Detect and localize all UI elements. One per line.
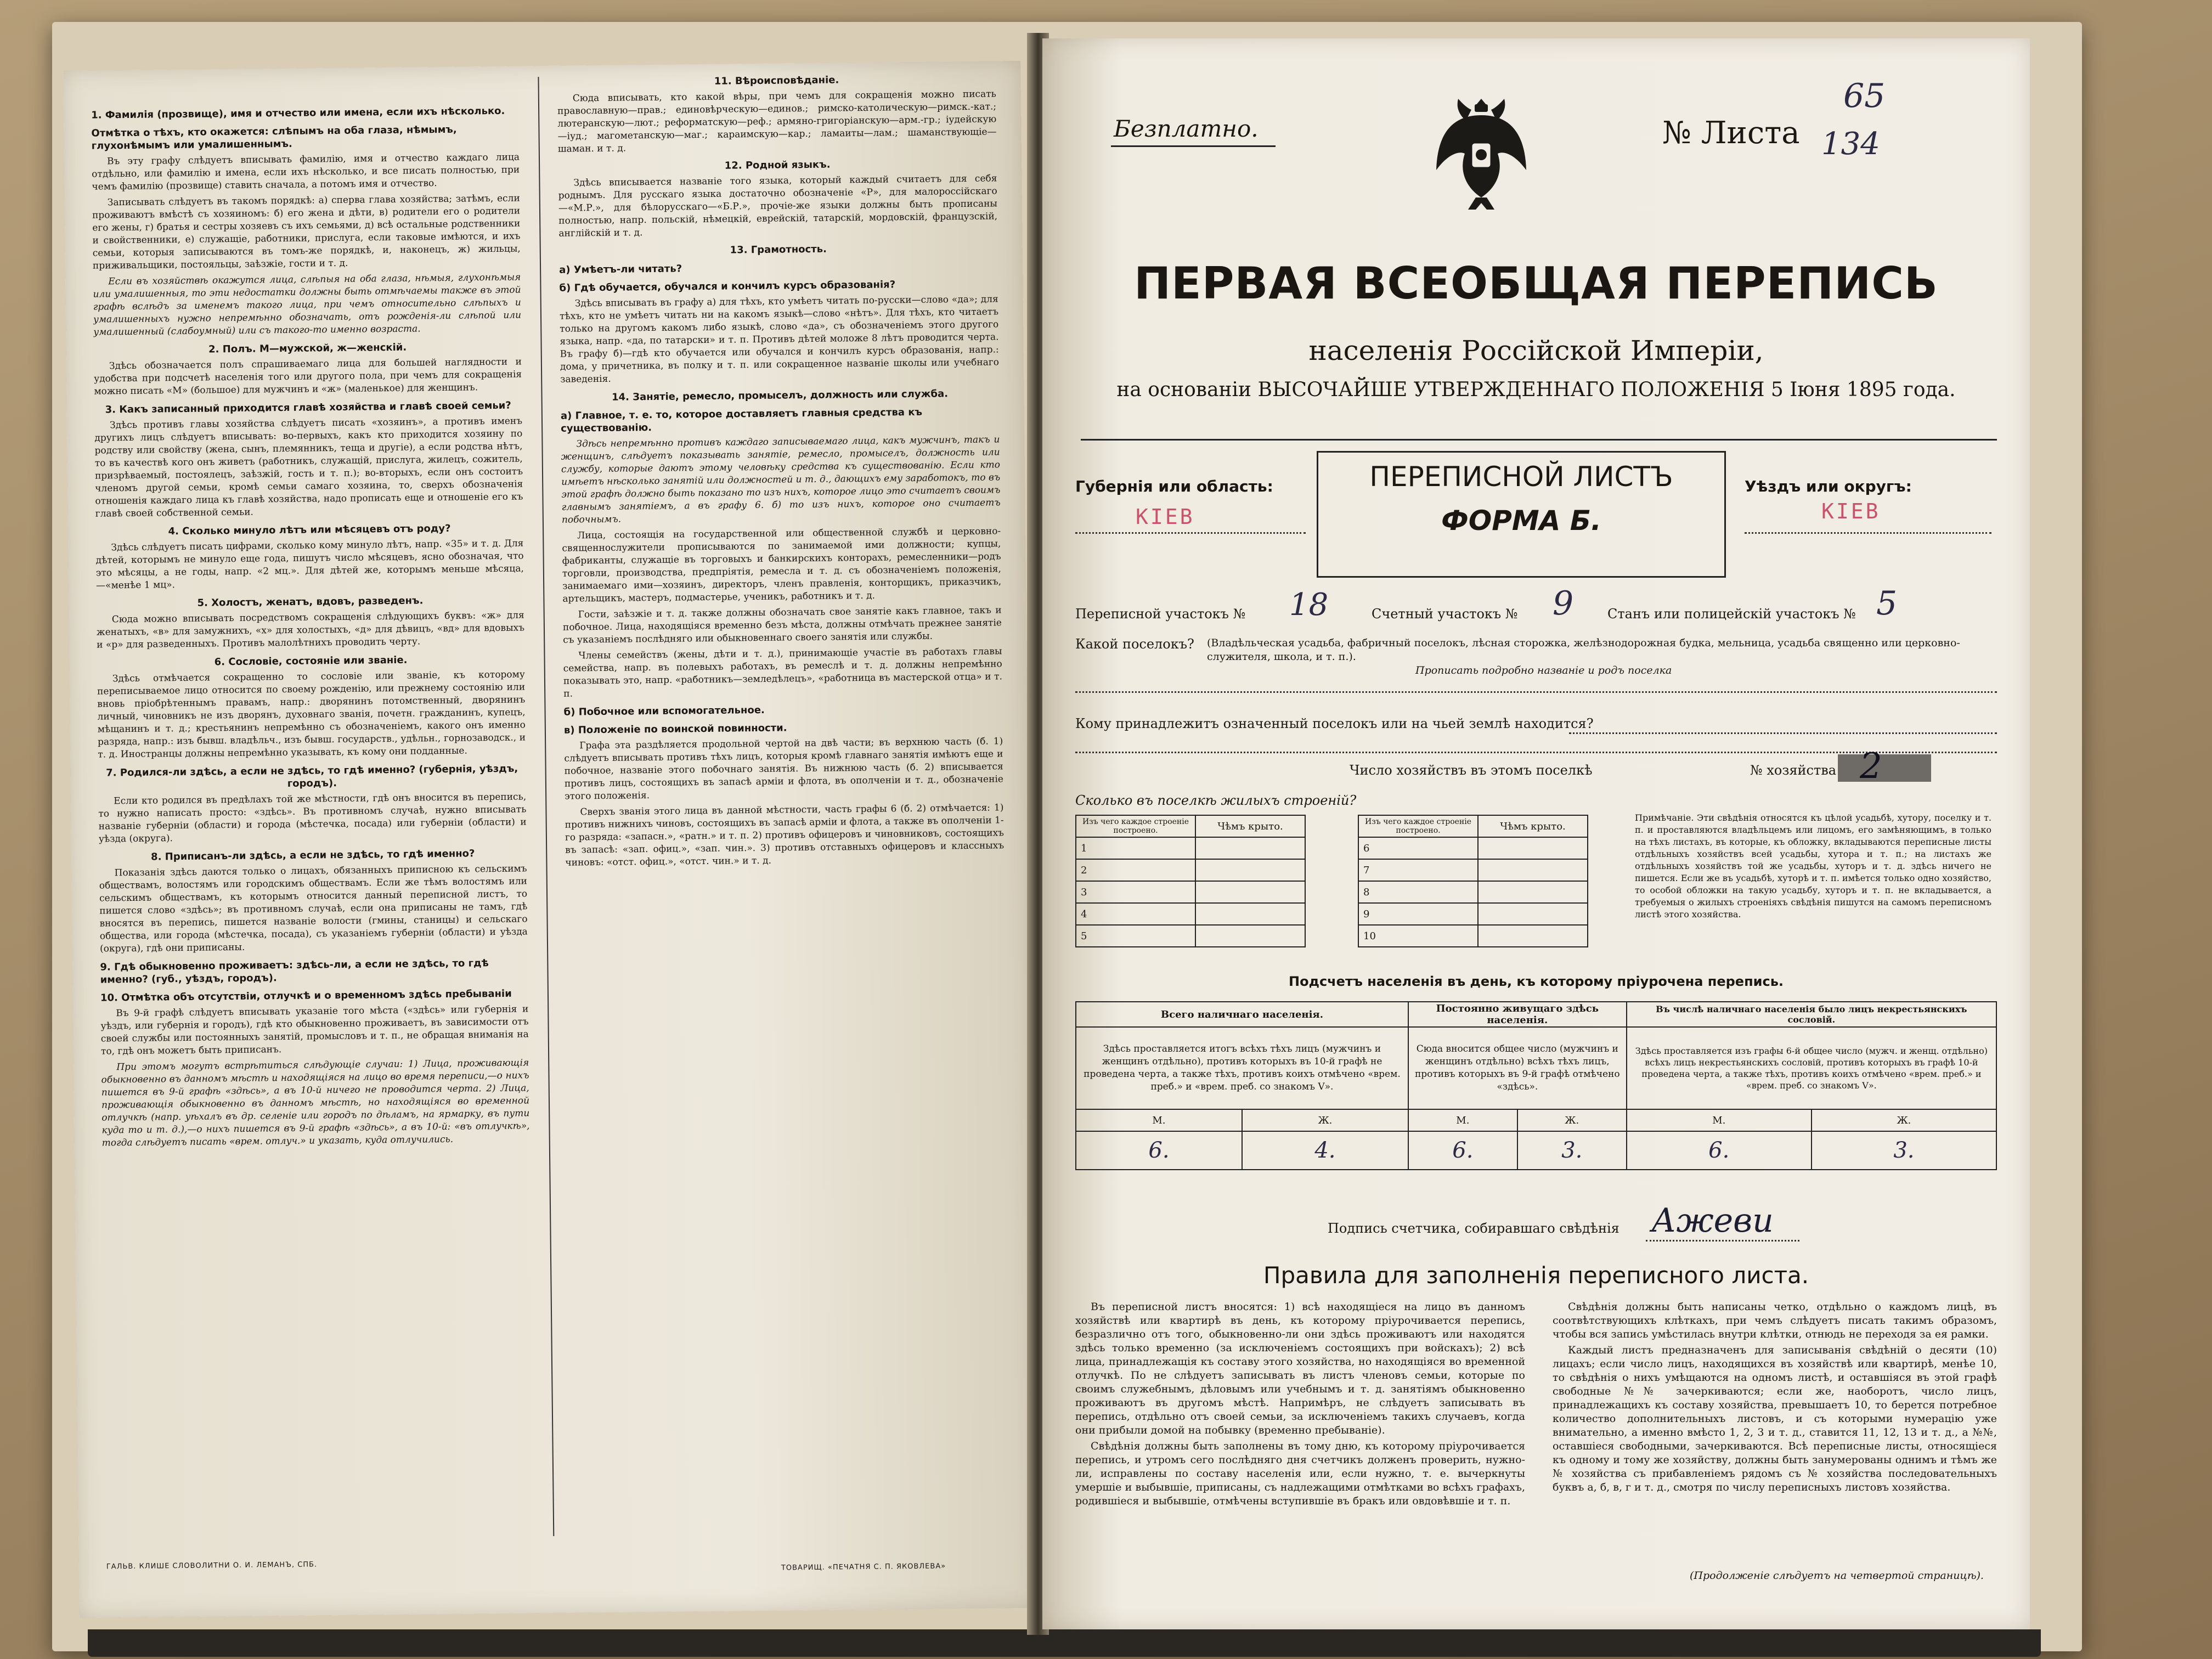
dotted-line [1075, 752, 1997, 753]
paragraph: Записывать слѣдуетъ въ такомъ порядкѣ: а) сперва глава хозяйства; затѣмъ, если проживаютъ вмѣстѣ съ хозяиномъ: б) его жена и дѣти, в) родители его о родители его жены, г) братья и сестры хозяевъ съ ихъ семьями, д) всѣ остальные родственники и свойственники, е) служащіе, работники, прислуга, если таковые имѣются, и ихъ семьи, которыя записываются въ томъ-же порядкѣ, и, наконецъ, ж) жильцы, приживальщики, постояльцы, заѣзжіе, гости и т. д. [92, 193, 521, 272]
section-8-heading: 8. Приписанъ-ли здѣсь, а если не здѣсь, то гдѣ именно? [151, 848, 475, 863]
buildings-row-5: 5 [1076, 925, 1195, 947]
household-number-label: № хозяйства [1750, 763, 1837, 778]
sheet-number-handwritten-bottom: 134 [1821, 126, 1880, 162]
book-cover-edge [88, 1629, 2041, 1657]
paragraph: Здѣсь противъ главы хозяйства слѣдуетъ писать «хозяинъ», а противъ именъ другихъ лицъ слѣдуетъ вписывать: во-первыхъ, какъ кто приходится хозяину по родству или свойству (жена, сынъ, племянникъ, теща и другіе), а если родства нѣтъ, то въ качествѣ кого онъ живетъ (работникъ, служащій, прислуга, жилецъ, сожитель, призрѣваемый, постоялецъ, заѣзжій, гость и т. п.); во-вторыхъ, если онъ состоитъ членомъ другой семьи, кромѣ семьи самаго хозяина, то, сверхъ обозначенія отношенія каждаго лица къ главѣ хозяйства, надо прописать еще и отношеніе его къ главѣ своей собственной семьи. [94, 415, 523, 520]
section-1-note: Отмѣтка о тѣхъ, кто окажется: слѣпымъ на оба глаза, нѣмымъ, глухонѣмымъ или умалишеннымъ. [91, 123, 457, 152]
buildings-row-7: 7 [1358, 859, 1478, 881]
permanent-population-header: Постоянно живущаго здѣсь населенія. [1408, 1002, 1627, 1027]
female-label: Ж. [1517, 1109, 1627, 1131]
rules-column-right [1553, 1300, 1997, 1564]
section-10-heading: 10. Отмѣтка объ отсутствіи, отлучкѣ и о временномъ здѣсь пребываніи [100, 988, 512, 1004]
female-label: Ж. [1812, 1109, 1996, 1131]
settlement-label: Какой поселокъ? [1075, 636, 1194, 652]
buildings-table-right [1358, 815, 1588, 947]
printer-imprint-right: ТОВАРИЩ. «ПЕЧАТНЯ С. П. ЯКОВЛЕВА» [781, 1562, 946, 1572]
section-12-heading: 12. Родной языкъ. [724, 159, 831, 172]
enumerator-signature-label: Подпись счетчика, собиравшаго свѣдѣнія [1328, 1221, 1620, 1236]
section-14-heading: 14. Занятіе, ремесло, промыселъ, должность или служба. [611, 388, 949, 403]
uezd-stamp: КІЕВ [1821, 499, 1881, 523]
enumerator-signature: Ажеви [1651, 1201, 1774, 1240]
male-label: М. [1408, 1109, 1517, 1131]
document-basis: на основаніи ВЫСОЧАЙШЕ УТВЕРЖДЕННАГО ПОЛОЖЕНІЯ 5 Іюня 1895 года. [1116, 379, 1956, 401]
paragraph: Лица, состоящія на государственной или общественной службѣ и церковно-священнослужители прописываются по занимаемой ими должности; купцы, фабриканты, служащіе въ торговыхъ и банкирскихъ конторахъ, ремесленники—родъ торговли, производства, предпріятія, ремесла и т. д. съ обозначеніемъ положенія, занимаемаго ими—хозяинъ, директоръ, членъ правленія, конторщикъ, приказчикъ, артельщикъ, мастеръ, подмастерье, ученикъ, работникъ и т. д. [562, 526, 1002, 605]
owner-label: Кому принадлежитъ означенный поселокъ или на чьей землѣ находится? [1075, 716, 1594, 731]
section-1-heading: 1. Фамилія (прозвище), имя и отчество или имена, если ихъ нѣсколько. [91, 105, 505, 121]
male-label: М. [1076, 1109, 1242, 1131]
paragraph: Здѣсь вписывать въ графу а) для тѣхъ, кто умѣетъ читать по-русски—слово «да»; для тѣхъ, кто не умѣетъ читать ни на какомъ языкѣ—слово «нѣтъ». Для тѣхъ, кто читаетъ только на другомъ какомъ либо языкѣ, слово «да», съ обозначеніемъ этого другого языка, напр. «да, по татарски» и т. п. Противъ дѣтей моложе 8 лѣтъ проводится черта. Въ графу б)—гдѣ кто обучается или обучался и кончилъ курсъ образованія, напр.: дома, у причетника, въ полку и т. п. или сокращенное названіе школы или учебнаго заведенія. [559, 294, 1000, 385]
section-13a-heading: а) Умѣетъ-ли читать? [559, 263, 682, 276]
buildings-question: Сколько въ поселкѣ жилыхъ строеній? [1075, 793, 1357, 808]
counting-district-value: 9 [1553, 584, 1574, 623]
gubernia-label: Губернія или область: [1075, 477, 1273, 495]
buildings-row-6: 6 [1358, 837, 1478, 859]
permanent-population-description: Сюда вносится общее число (мужчинъ и женщинъ отдѣльно) всѣхъ тѣхъ лицъ, противъ которыхъ въ 9-й графѣ отмѣчено «здѣсь». [1408, 1027, 1627, 1109]
section-13-heading: 13. Грамотность. [730, 243, 827, 256]
paragraph: Въ 9-й графѣ слѣдуетъ вписывать указаніе того мѣста («здѣсь» или губернія и уѣздъ, или губернія и городъ), гдѣ кто обыкновенно проживаетъ, въ зависимости отъ своей службы или постоянныхъ занятій, промысловъ и т. п., не обращая вниманія на то, гдѣ онъ можетъ быть приписанъ. [100, 1003, 529, 1057]
noncrown-female-value: 3. [1812, 1131, 1996, 1170]
printer-imprint-left: ГАЛЬВ. КЛИШЕ СЛОВОЛИТНИ О. И. ЛЕМАНЪ, СПБ. [106, 1560, 318, 1571]
paragraph: Показанія здѣсь даются только о лицахъ, обязанныхъ приписною къ сельскимъ обществамъ, волостямъ или городскимъ обществамъ. Если же тѣмъ волостямъ или сельскимъ обществамъ, къ которымъ относится данный переписной листъ, то пишется слово «здѣсь»; въ противномъ случаѣ, если она приписаны не тамъ, гдѣ вносятся въ перепись, пишется названіе волости (гмины, станицы) и сельскаго общества, или города (мѣстечка, посада), съ указаніемъ губерніи (области) и уѣзда (округа), гдѣ они приписаны. [99, 863, 528, 955]
buildings-note: Примѣчаніе. Эти свѣдѣнія относятся къ цѣлой усадьбѣ, хутору, поселку и т. п. и проставляются владѣльцемъ или лицомъ, его замѣняющимъ, в только на тѣхъ листахъ, въ которые, къ обложку, вкладываются переписные листы отдѣльныхъ хозяйствъ всей усадьбы, хутора и т. п.; на листахъ же отдѣльныхъ хозяйствъ той же усадьбы, хуторъ и т. д. здѣсь ничего не пишется. Если же въ усадьбѣ, хуторѣ и т. п. имѣется только одно хозяйство, то особой обложки на такую усадьбу, хуторъ и т. п. не вкладывается, а требуемыя о жилыхъ строеніяхъ свѣдѣнія пишутся на самомъ переписномъ листѣ этого хозяйства. [1635, 812, 1991, 919]
section-6b-heading: б) Побочное или вспомогательное. [563, 704, 765, 718]
paragraph: Каждый листъ предназначенъ для записыванія свѣдѣній о десяти (10) лицахъ; если число лицъ, находящихся въ хозяйствѣ или квартирѣ, менѣе 10, то свѣдѣнія о нихъ умѣщаются на одномъ листѣ, и оставшіяся въ этой графѣ свободные №№ зачеркиваются; если же, наоборотъ, число лицъ, принадлежащихъ къ составу хозяйства, превышаетъ 10, то берется потребное количество дополнительныхъ листовъ, и съ которыми нумерацію уже внимательно, а именно вмѣсто 1, 2, 3 и т. д., ставится 11, 12, 13 и т. д., а №№, оставшіеся свободными, зачеркиваются. Всѣ переписные листы, относящіеся къ одному и тому же хозяйству, должны быть занумерованы однимъ и тѣмъ же № хозяйства съ прибавленіемъ рядомъ съ № хозяйства последовательныхъ буквъ а, б, в, г и т. д., смотря по числу переписныхъ листовъ хозяйства. [1553, 1344, 1997, 1493]
sheet-number-label: № Листа [1662, 115, 1800, 151]
paragraph: Въ переписной листъ вносятся: 1) всѣ находящіеся на лицо въ данномъ хозяйствѣ или квартирѣ въ день, къ которому пріурочивается перепись, безразлично отъ того, обыкновенно-ли они здѣсь проживаютъ или находятся здѣсь только временно (за исключеніемъ состоящихъ при войскахъ); 2) всѣ лица, принадлежащія къ составу этого хозяйства, но находящіяся во временной отлучкѣ. По не слѣдуетъ записывать въ листъ членовъ семьи, которые по своимъ служебнымъ, дѣловымъ или учебнымъ и т. д. занятіямъ обыкновенно проживаютъ въ другомъ мѣстѣ. Напримѣръ, не слѣдуетъ записывать въ перепись, отдѣльно отъ своей семьи, за исключеніемъ такихъ случаевъ, когда они прибыли домой на побывку (временно пребываніе). [1075, 1301, 1525, 1436]
buildings-row-10: 10 [1358, 925, 1478, 947]
census-district-label: Переписной участокъ № [1075, 606, 1246, 622]
households-count-label: Число хозяйствъ въ этомъ поселкѣ [1350, 763, 1593, 778]
paragraph: Если въ хозяйствѣ окажутся лица, слѣпыя на оба глаза, нѣмыя, глухонѣмыя или умалишенныя, то эти недостатки должны быть отмѣчаемы также въ этой графѣ вслѣдъ за именемъ такого лица, при чемъ относительно слѣпыхъ и умалишенныхъ нужно непремѣнно обозначать, отъ рожденія-ли слѣпой или умалишенный (слабоумный) или съ такого-то именно возраста. [93, 272, 522, 338]
permanent-male-value: 6. [1408, 1131, 1517, 1170]
total-female-value: 4. [1242, 1131, 1408, 1170]
dotted-line [1075, 532, 1306, 534]
section-4-heading: 4. Сколько минуло лѣтъ или мѣсяцевъ отъ роду? [168, 522, 451, 538]
paragraph: Свѣдѣнія должны быть заполнены въ тому дню, къ которому пріурочивается перепись, и утромъ сего послѣдняго дня счетчикъ долженъ проверить, нужно-ли, исправлены по составу населенія или, если нужно, т. е. вычеркнуты умершіе и выбывшіе, приписаны, съ надлежащими отмѣтками во всѣхъ графахъ, родившіеся и выбывшіе, отмѣчены вступившіе въ бракъ или овдовѣвшіе и т. п. [1075, 1440, 1525, 1507]
settlement-hint-italic: Прописать подробно названіе и родъ поселка [1415, 664, 1672, 676]
settlement-hint: (Владѣльческая усадьба, фабричный поселокъ, лѣсная сторожка, желѣзнодорожная будка, мельница, усадьба священно или церковно-служителя, школа, и т. п.). [1207, 637, 1960, 663]
female-label: Ж. [1242, 1109, 1408, 1131]
section-7-heading: 7. Родился-ли здѣсь, а если не здѣсь, то гдѣ именно? (губернія, уѣздъ, городъ). [106, 763, 518, 790]
rules-column-left [1075, 1300, 1525, 1564]
counting-district-label: Счетный участокъ № [1372, 606, 1518, 622]
buildings-row-9: 9 [1358, 903, 1478, 925]
stan-value: 5 [1876, 584, 1898, 623]
paragraph: Сюда можно вписывать посредствомъ сокращенія слѣдующихъ буквъ: «ж» для женатыхъ, «в» для замужнихъ, «х» для холостыхъ, «д» для дѣвицъ, «вд» для вдовыхъ и «р» для разведенныхъ. Противъ малолѣтнихъ проводить черту. [96, 610, 525, 651]
underline [1111, 145, 1276, 147]
noncrown-population-header: Въ числѣ наличнаго населенія было лицъ некрестьянскихъ сословій. [1627, 1002, 1996, 1027]
dotted-line [1569, 732, 1997, 734]
buildings-roof-header: Чѣмъ крыто. [1195, 815, 1305, 837]
left-page [63, 61, 1036, 1618]
dotted-line [1075, 691, 1997, 693]
section-2-heading: 2. Полъ. М—мужской, ж—женскій. [208, 341, 407, 356]
instructions-column-2 [557, 66, 1011, 1547]
gubernia-stamp: КІЕВ [1136, 505, 1195, 529]
section-6-heading: 6. Сословіе, состояніе или званіе. [214, 654, 408, 668]
imperial-eagle-emblem [1432, 88, 1531, 214]
buildings-material-header: Изъ чего каждое строеніе построено. [1358, 815, 1478, 837]
buildings-row-4: 4 [1076, 903, 1195, 925]
right-page [1042, 38, 2030, 1629]
total-population-header: Всего наличнаго населенія. [1076, 1002, 1408, 1027]
form-subtitle: ФОРМА Б. [1441, 505, 1601, 537]
buildings-roof-header: Чѣмъ крыто. [1478, 815, 1588, 837]
paragraph: Здѣсь слѣдуетъ писать цифрами, сколько кому минуло лѣтъ, напр. «35» и т. д. Для дѣтей, которымъ не минуло еще года, пишутъ число мѣсяцевъ, ясно обозначая, что это мѣсяцы, а не годы, напр. «2 мц.». Для дѣтей же, которымъ меньше мѣсяца,—«менѣе 1 мц». [95, 538, 524, 591]
section-14a-heading: а) Главное, т. е. то, которое доставляетъ главныя средства къ существованію. [560, 406, 923, 435]
section-5-heading: 5. Холостъ, женатъ, вдовъ, разведенъ. [197, 595, 424, 609]
paragraph: Сюда вписывать, кто какой вѣры, при чемъ для сокращенія можно писать православную—прав.; единовѣрческую—единов.; римско-католическую—римск.-кат.; лютеранскую—лют.; реформатскую—реф.; армяно-григоріанскую—арм.-гр.; іудейскую—іуд.; магометанскую—маг.; караимскую—кар.; ламаиты—лам.; шаманствующіе—шаман. и т. д. [557, 88, 997, 155]
dotted-line [1646, 1240, 1799, 1242]
paragraph: При этомъ могутъ встрѣтиться слѣдующіе случаи: 1) Лица, проживающія обыкновенно въ данномъ мѣстѣ и находящіяся на лицо во время переписи,—о нихъ пишется въ 9-й графѣ «здѣсь», а въ 10-й ничего не проводится черта. 2) Лица, проживающія обыкновенно въ данномъ мѣстѣ, но находящіяся во временной отлучкѣ (напр. уѣхалъ въ др. селеніе или городъ по дѣламъ, на ярмарку, въ пути куда то и т. д.),—о нихъ пишется въ 9-й графѣ «здѣсь», а въ 10-й: «въ отлучкѣ», тогда слѣдуетъ писать «врем. отлуч.» и указать, куда отлучились. [101, 1057, 530, 1149]
household-number-value: 2 [1860, 746, 1882, 787]
continued-note: (Продолженіе слѣдуетъ на четвертой страницѣ). [1690, 1570, 1984, 1582]
column-divider [538, 77, 554, 1536]
paragraph: Если кто родился въ предѣлахъ той же мѣстности, гдѣ онъ вносится въ перепись, то нужно написать просто: «здѣсь». Въ противномъ случаѣ, нужно вписывать названіе губерніи (области) и города (мѣстечка, посада) или губерніи (области) и уѣзда (округа). [98, 791, 527, 845]
noncrown-male-value: 6. [1627, 1131, 1812, 1170]
paragraph: Здѣсь обозначается полъ спрашиваемаго лица для большей наглядности и удобства при подсчетѣ населенія того или другого пола, при чемъ для сокращенія можно писать «М» (большое) для мужчинъ и «ж» (маленькое) для женщинъ. [94, 356, 522, 397]
buildings-row-1: 1 [1076, 837, 1195, 859]
paragraph: Здѣсь непремѣнно противъ каждаго записываемаго лица, какъ мужчинъ, такъ и женщинъ, слѣдуетъ показывать занятіе, ремесло, промыселъ, должность или службу, которые даютъ этому человѣку средства къ существованію. Если кто имѣетъ нѣсколько занятій или должностей и т. д., дающихъ ему заработокъ, то въ этой графѣ должно быть показано то изъ нихъ, которое лицо это считаетъ своимъ главнымъ занятіемъ, а въ графу 6. б) то изъ нихъ, которое оно считаетъ побочнымъ. [561, 434, 1001, 526]
instructions-column-1 [91, 99, 534, 1552]
section-6c-heading: в) Положеніе по воинской повинности. [563, 722, 787, 736]
section-13b-heading: б) Гдѣ обучается, обучался и кончилъ курсъ образованія? [559, 279, 896, 294]
section-11-heading: 11. Вѣроисповѣданіе. [714, 74, 839, 87]
total-population-description: Здѣсь проставляется итогъ всѣхъ тѣхъ лицъ (мужчинъ и женщинъ отдѣльно), противъ которыхъ въ 10-й графѣ не проведена черта, а также тѣхъ, противъ коихъ отмѣчено «врем. преб.» и «врем. преб. со знакомъ V». [1076, 1027, 1408, 1109]
census-district-value: 18 [1289, 587, 1329, 623]
paragraph: Члены семействъ (жены, дѣти и т. д.), принимающіе участіе въ работахъ главы семейства, напр. въ полевыхъ работахъ, въ ремеслѣ и т. д. должны непремѣнно показывать это, напр. «работникъ—земледѣлецъ», «работница въ мастерской отца» и т. п. [563, 646, 1003, 699]
buildings-row-2: 2 [1076, 859, 1195, 881]
dotted-line [1745, 532, 1991, 534]
population-count-title: Подсчетъ населенія въ день, къ которому пріурочена перепись. [1289, 974, 1784, 989]
paragraph: Въ эту графу слѣдуетъ вписывать фамилію, имя и отчество каждаго лица отдѣльно, или фамилію и имена, если ихъ нѣсколько, и все писать полностью, при чемъ фамилію (прозвище) ставить сначала, а потомъ имя и отчество. [92, 151, 520, 193]
section-9-heading: 9. Гдѣ обыкновенно проживаетъ: здѣсь-ли, а если не здѣсь, то гдѣ именно? (губ., уѣздъ, городъ). [100, 957, 489, 986]
paragraph: Сверхъ званія этого лица въ данной мѣстности, часть графы 6 (б. 2) отмѣчается: 1) противъ нижнихъ чиновъ, состоящихъ въ запасѣ арміи и флота, а также въ ополченіи 1-го разряда: «запасн.», «ратн.» и т. п. 2) противъ офицеровъ и чиновниковъ, состоящихъ въ запасѣ: «зап. офиц.», «зап. чин.». 3) противъ отставныхъ офицеровъ и классныхъ чиновъ: «отст. офиц.», «отст. чин.» и т. д. [565, 802, 1005, 868]
male-label: М. [1627, 1109, 1812, 1131]
buildings-material-header: Изъ чего каждое строеніе построено. [1076, 815, 1195, 837]
section-3-heading: 3. Какъ записанный приходится главѣ хозяйства и главѣ своей семьи? [105, 399, 511, 416]
paragraph: Здѣсь отмѣчается сокращенно то сословіе или званіе, къ которому переписываемое лицо относится по своему рожденію, или прежнему состоянію или вновь пріобрѣтеннымъ правамъ, напр.: дворянинъ потомственный, дворянинъ личный, чиновникъ не изъ дворянъ, духовнаго званія, почетн. гражданинъ, купецъ, мѣщанинъ и т. д.; крестьянинъ непремѣнно съ обозначеніемъ, какого онъ именно разряда, напр.: изъ бывш. владѣльч., изъ бывш. государств., удѣльн., горнозаводск., и т. д. Иностранцы должны непремѣнно указывать, къ кому они подданные. [97, 669, 526, 760]
total-male-value: 6. [1076, 1131, 1242, 1170]
rules-title: Правила для заполненія переписного листа. [1263, 1262, 1809, 1289]
buildings-table-left [1075, 815, 1306, 947]
paragraph: Здѣсь вписывается названіе того языка, который каждый считаетъ для себя роднымъ. Для русскаго языка достаточно обозначеніе «Р», для малороссійскаго—«М.Р.», для бѣлорусскаго—«Б.Р.», прочіе-же языки должны быть прописаны полностью, напр. польскій, нѣмецкій, еврейскій, татарскій, мордовскій, французскій, англійскій и т. д. [558, 173, 998, 239]
noncrown-population-description: Здѣсь проставляется изъ графы 6-й общее число (мужч. и женщ. отдѣльно) всѣхъ лицъ некрестьянскихъ сословій, противъ которыхъ въ графѣ 10-й проведена черта, а также тѣхъ, противъ коихъ отмѣчено «врем. преб.» и «врем. преб. со знакомъ V». [1627, 1027, 1996, 1109]
form-title: ПЕРЕПИСНОЙ ЛИСТЪ [1369, 461, 1673, 493]
buildings-row-3: 3 [1076, 881, 1195, 903]
paragraph: Свѣдѣнія должны быть написаны четко, отдѣльно о каждомъ лицѣ, въ соотвѣтствующихъ клѣткахъ, при чемъ слѣдуетъ писать такимъ образомъ, чтобы вся запись умѣстилась внутри клѣтки, отнюдь не переходя за ея рамки. [1553, 1301, 1997, 1340]
stan-label: Станъ или полицейскій участокъ № [1607, 606, 1856, 622]
document-title: ПЕРВАЯ ВСЕОБЩАЯ ПЕРЕПИСЬ [1134, 258, 1938, 309]
buildings-row-8: 8 [1358, 881, 1478, 903]
free-of-charge-label: Безплатно. [1114, 115, 1259, 142]
document-subtitle: населенія Россійской Имперіи, [1308, 335, 1764, 366]
paragraph: Графа эта раздѣляется продольной чертой на двѣ части; въ верхнюю часть (б. 1) слѣдуетъ вписывать противъ тѣхъ лицъ, которыя кромѣ главнаго занятія имѣютъ еще и побочное, названіе этого побочнаго занятія. Въ нижнюю часть (б. 2) вписывается противъ лицъ, состоящихъ въ запасѣ арміи и флота, въ ополченіи и т. д., обозначеніе этого положенія. [564, 736, 1004, 802]
sheet-number-handwritten-top: 65 [1843, 77, 1886, 115]
household-number-shading [1838, 754, 1931, 782]
paragraph: Гости, заѣзжіе и т. д. также должны обозначать свое занятіе какъ главное, такъ и побочное. Лица, находящіяся временно безъ мѣста, должны отмѣчать прежнее занятіе съ указаніемъ послѣдняго или обыкновеннаго своего занятія или службы. [562, 605, 1002, 646]
population-count-table [1075, 1001, 1997, 1170]
permanent-female-value: 3. [1517, 1131, 1627, 1170]
uezd-label: Уѣздъ или округъ: [1745, 477, 1912, 495]
divider [1081, 439, 1997, 441]
